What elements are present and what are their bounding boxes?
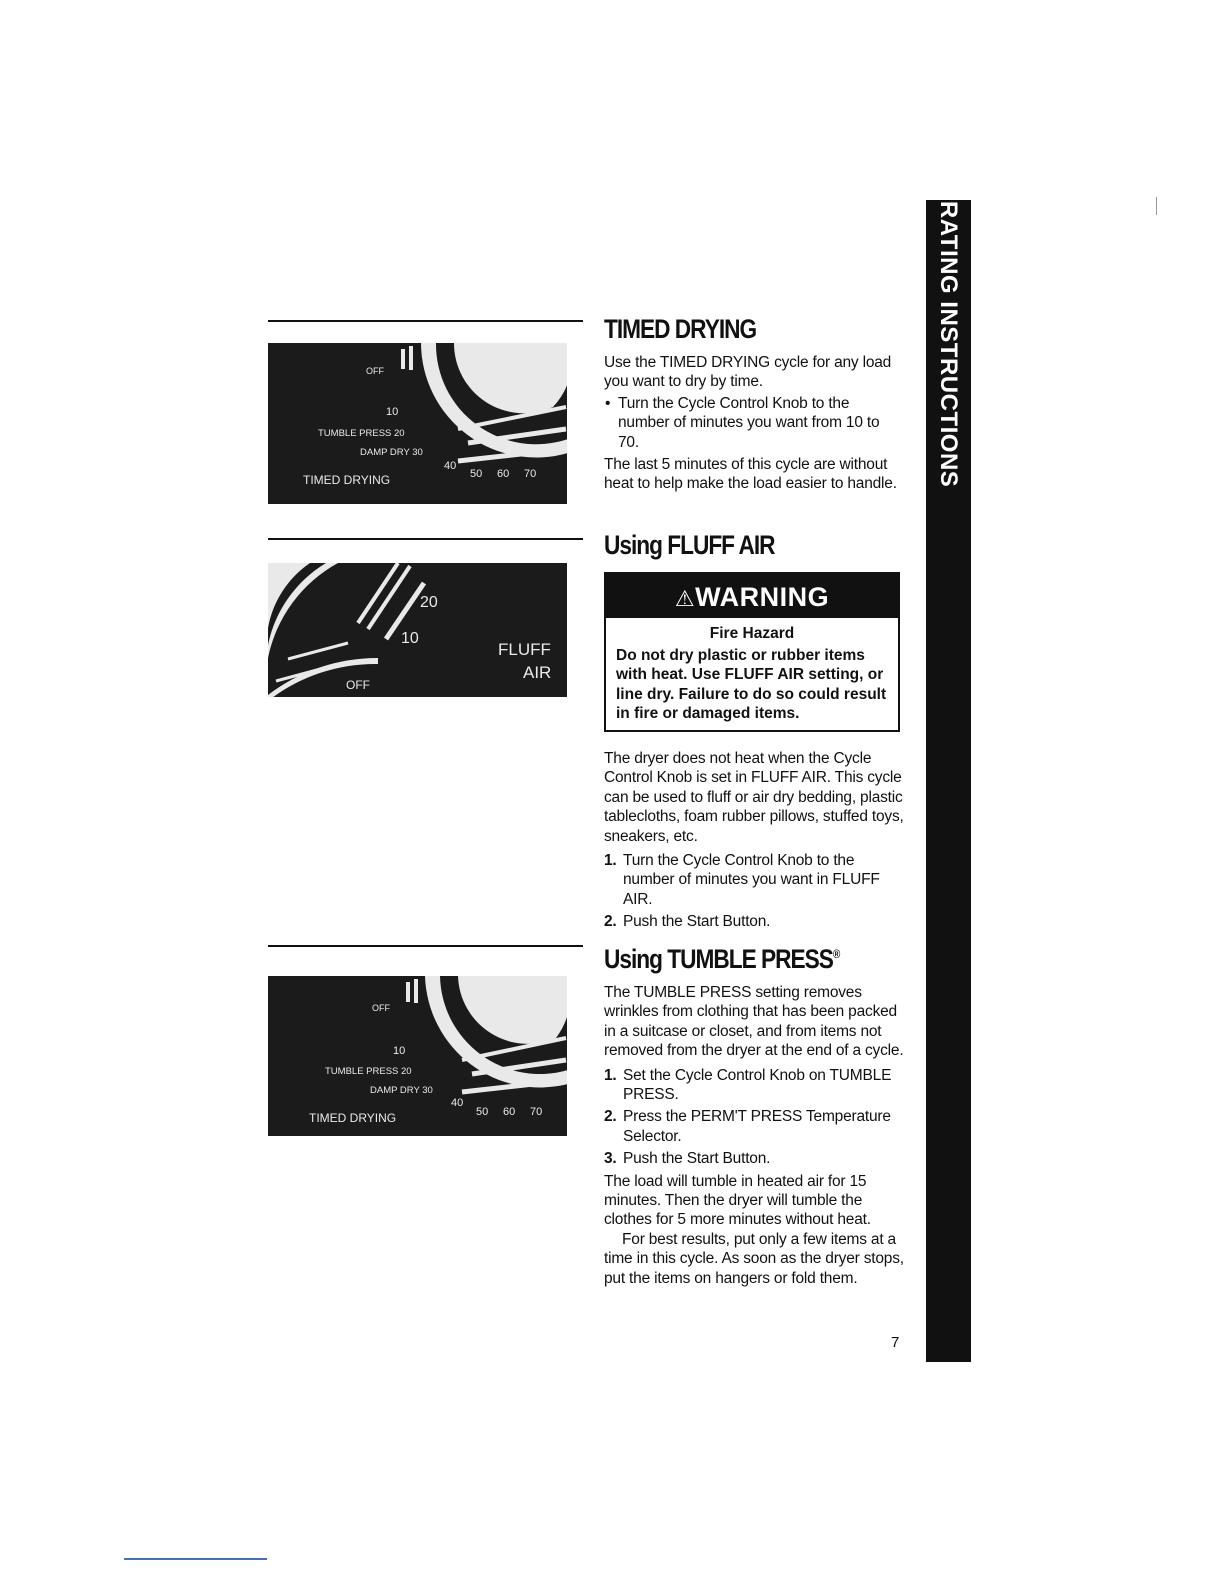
dial-label-tumble-press: TUMBLE PRESS 20	[325, 1066, 412, 1077]
side-tab	[926, 148, 971, 1362]
list-text: Push the Start Button.	[623, 1150, 771, 1168]
section-fluff-air-body	[604, 749, 904, 932]
paragraph: The dryer does not heat when the Cycle Control Knob is set in FLUFF AIR. This cycle can be used to fluff or air dry bedding, plastic tablecloths, foam rubber pillows, stuffed toys, sneakers, etc.	[604, 750, 904, 845]
dial-label-70: 70	[530, 1106, 543, 1118]
registered-mark: ®	[832, 947, 840, 961]
paragraph: The last 5 minutes of this cycle are without heat to help make the load easier to handle.	[604, 456, 897, 493]
paragraph: For best results, put only a few items at a time in this cycle. As soon as the dryer stops, put the items on hangers or fold them.	[604, 1230, 904, 1287]
section-heading: TIMED DRYING	[604, 314, 757, 344]
dial-label-damp-dry: DAMP DRY 30	[360, 447, 423, 458]
list-text: Press the PERM'T PRESS Temperature Selector.	[623, 1108, 891, 1145]
dial-label-10: 10	[401, 630, 419, 647]
dial-label-air: AIR	[523, 663, 552, 682]
dial-label-fluff: FLUFF	[498, 640, 551, 659]
list-item	[604, 912, 904, 931]
warning-body	[606, 618, 898, 724]
dial-label-40: 40	[451, 1097, 464, 1109]
bottom-underline	[124, 1558, 267, 1560]
dial-label-10: 10	[386, 406, 399, 418]
warning-subtitle: Fire Hazard	[709, 625, 795, 642]
list-number: 2.	[604, 1108, 617, 1126]
dial-illustration-fluff	[268, 563, 567, 697]
section-rule-fluff	[268, 538, 583, 540]
list-item	[604, 1066, 904, 1105]
dial-label-60: 60	[503, 1106, 516, 1118]
side-tab-label: OPERATING INSTRUCTIONS	[935, 148, 962, 488]
section-fluff-air-heading	[604, 530, 904, 561]
dial-label-70: 70	[524, 468, 537, 480]
warning-triangle-icon: ⚠	[674, 586, 696, 611]
list-text: Push the Start Button.	[623, 913, 771, 931]
dial-label-timed-drying: TIMED DRYING	[309, 1111, 397, 1125]
warning-text: Do not dry plastic or rubber items with heat. Use FLUFF AIR setting, or line dry. Failure to do so could result in fire or damaged items.	[616, 646, 887, 722]
paragraph: Use the TIMED DRYING cycle for any load you want to dry by time.	[604, 354, 892, 391]
warning-title-bar	[606, 574, 898, 618]
dial-label-60: 60	[497, 468, 510, 480]
list-text: Set the Cycle Control Knob on TUMBLE PRESS.	[623, 1066, 892, 1104]
warning-title: WARNING	[695, 582, 830, 612]
margin-mark	[1156, 197, 1157, 215]
dial-label-20: 20	[420, 594, 438, 611]
dial-label-off: OFF	[346, 678, 370, 692]
dial-label-50: 50	[470, 468, 483, 480]
list-number: 3.	[604, 1150, 617, 1168]
list-number: 2.	[604, 913, 617, 931]
list-item	[604, 851, 904, 909]
list-number: 1.	[604, 1066, 617, 1084]
list-text: Turn the Cycle Control Knob to the number of minutes you want in FLUFF AIR.	[623, 852, 880, 908]
dial-label-40: 40	[444, 460, 457, 472]
page-number: 7	[891, 1334, 900, 1351]
bullet-item: • Turn the Cycle Control Knob to the number of minutes you want from 10 to 70.	[604, 394, 904, 452]
list-item	[604, 1149, 904, 1168]
dial-label-off: OFF	[372, 1003, 390, 1013]
dial-illustration-timed	[268, 343, 567, 504]
paragraph: The load will tumble in heated air for 15 minutes. Then the dryer will tumble the clothes for 5 more minutes without heat.	[604, 1172, 871, 1229]
section-rule-timed	[268, 320, 583, 322]
section-timed-drying	[604, 314, 904, 494]
section-rule-tumble	[268, 945, 583, 947]
dial-illustration-tumble	[268, 976, 567, 1136]
section-heading	[604, 944, 856, 975]
section-heading: Using FLUFF AIR	[604, 530, 775, 560]
dial-label-damp-dry: DAMP DRY 30	[370, 1085, 433, 1096]
warning-box	[604, 572, 900, 732]
heading-text: Using TUMBLE PRESS	[604, 944, 833, 974]
dial-label-tumble-press: TUMBLE PRESS 20	[318, 428, 405, 439]
section-tumble-press	[604, 944, 904, 1288]
dial-label-50: 50	[476, 1106, 489, 1118]
paragraph: The TUMBLE PRESS setting removes wrinkles from clothing that has been packed in a suitcase or closet, and from items not removed from the dryer at the end of a cycle.	[604, 984, 904, 1060]
dial-label-timed-drying: TIMED DRYING	[303, 473, 391, 487]
list-number: 1.	[604, 852, 617, 870]
list-item	[604, 1107, 904, 1146]
dial-label-10: 10	[393, 1045, 406, 1057]
dial-label-off: OFF	[366, 366, 384, 376]
